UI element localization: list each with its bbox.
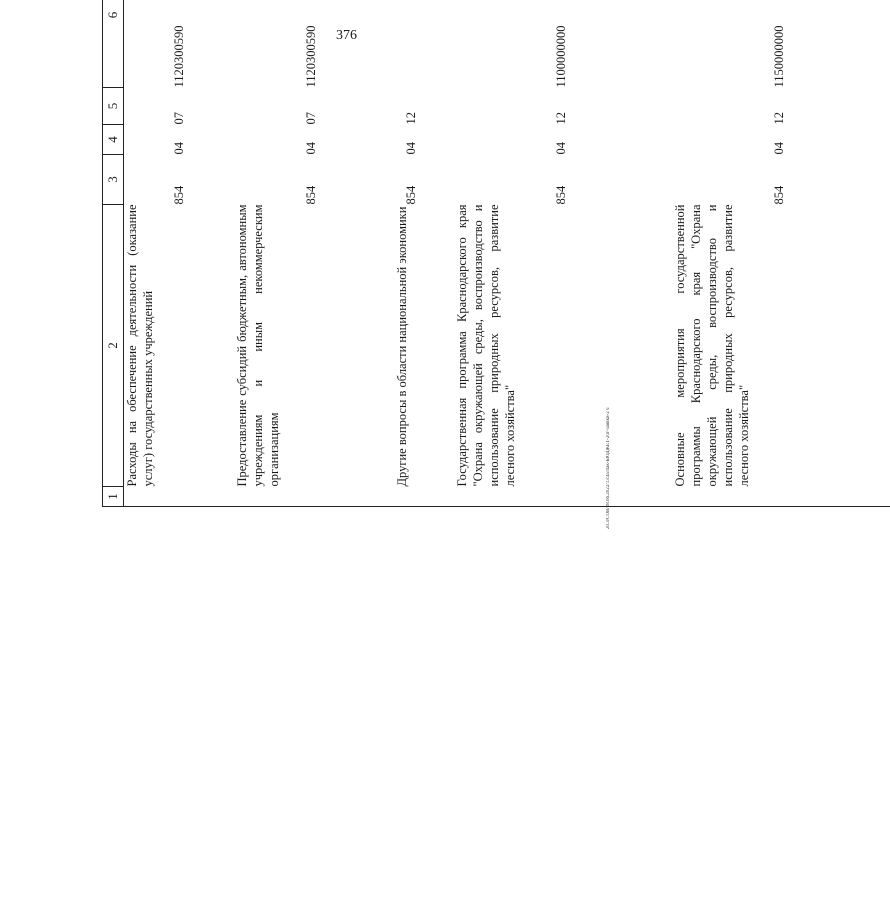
pr-cell: 07: [304, 112, 318, 125]
csr-cell: 1100000000: [554, 25, 568, 88]
budget-table: [102, 0, 890, 507]
csr-cell: 1120300590: [172, 25, 186, 88]
rz-cell: 04: [554, 142, 568, 155]
grbs-cell: 854: [404, 185, 418, 205]
table-row: [454, 0, 672, 507]
row-name: Другие вопросы в области национальной экономики: [395, 206, 409, 487]
row-index-cell: [394, 487, 454, 507]
grbs-cell: 854: [554, 185, 568, 205]
pr-cell: 12: [554, 112, 568, 125]
rz-cell: 04: [304, 142, 318, 155]
page-number: 376: [336, 28, 357, 43]
rz-cell: 04: [404, 142, 418, 155]
document-code: 20.3/СОВ/28.06.2022/13:45/пак-БЮДЖЕТ-2чт-заявки-2 ч: [606, 407, 611, 529]
row-index-cell: [672, 487, 890, 507]
row-name: Расходы на обеспечение деятельности (оказание услуг) государственных учреждений: [125, 204, 155, 487]
table-row: [124, 0, 235, 507]
header-cell: 1: [103, 487, 124, 507]
header-cell: 5: [103, 88, 124, 125]
csr-cell: 1120300590: [304, 25, 318, 88]
header-cell: 2: [103, 205, 124, 487]
pr-cell: 12: [404, 112, 418, 125]
rz-cell: 04: [172, 142, 186, 155]
pr-cell: 07: [172, 112, 186, 125]
header-cell: 3: [103, 155, 124, 205]
row-name: Государственная программа Краснодарского края "Охрана окружающей среды, воспроизводство и использование природных ресурсов, развитие лесного хозяйства": [455, 204, 517, 487]
grbs-cell: 854: [304, 185, 318, 205]
table-row: [234, 0, 394, 507]
csr-cell: [394, 0, 454, 88]
grbs-cell: 854: [772, 185, 786, 205]
header-cell: 4: [103, 125, 124, 155]
row-index-cell: [454, 487, 672, 507]
header-cell: 6: [103, 0, 124, 88]
rz-cell: 04: [772, 142, 786, 155]
header-row: [103, 0, 124, 507]
row-index-cell: [124, 487, 235, 507]
csr-cell: 1150000000: [772, 25, 786, 88]
row-name: Предоставление субсидий бюджетным, автономным учреждениям и иным некоммерческим организациям: [235, 204, 281, 487]
grbs-cell: 854: [172, 185, 186, 205]
table-row: [672, 0, 890, 507]
table-row: [394, 0, 454, 507]
pr-cell: 12: [772, 112, 786, 125]
row-index-cell: [234, 487, 394, 507]
row-name: Основные мероприятия государственной программы Краснодарского края "Охрана окружающей среды, воспроизводство и использование природных ресурсов, развитие лесного хозяйства": [673, 204, 751, 487]
